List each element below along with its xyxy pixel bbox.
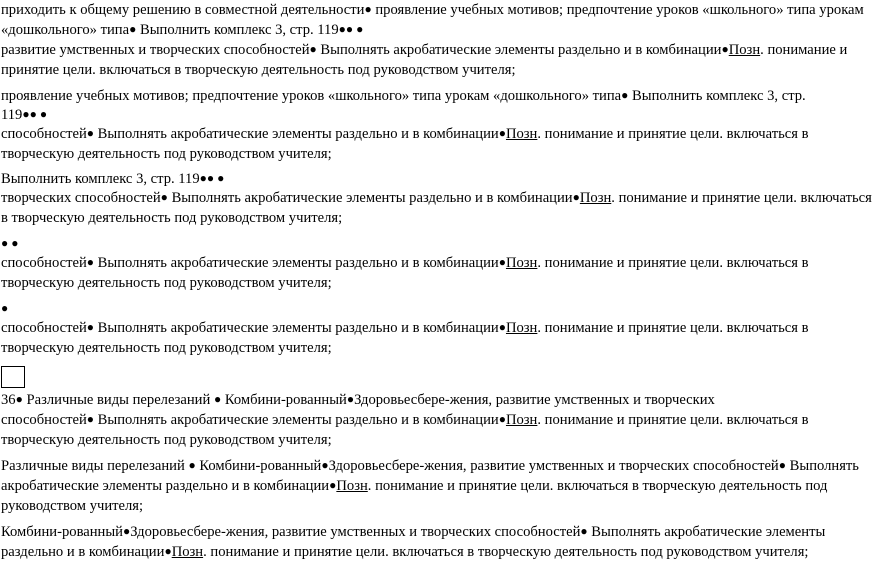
text-line: творческих способностей● Выполнять акробатические элементы раздельно и в комбинации●Позн. понимание и принятие цели. включаться [1,190,872,206]
text-line: Комбини-рованный●Здоровьесбере-жения, развитие умственных и творческих способностей● Выполнять акробатические элементы [1,524,826,540]
bullet-line: ● ● [1,236,19,250]
text-line: творческую деятельность под руководством учителя; [1,340,332,356]
text-line: творческую деятельность под руководством учителя; [1,146,332,162]
bullet-line: ● [1,301,9,315]
text-line: 36● Различные виды перелезаний ● Комбини-рованный●Здоровьесбере-жения, развитие умственных и творческих [1,392,715,408]
pozn-link[interactable]: Позн [505,126,538,142]
text-line: творческую деятельность под руководством учителя; [1,432,332,448]
text-line: развитие умственных и творческих способностей● Выполнять акробатические элементы раздельно и в комбинации●Позн. понимание и [1,42,848,58]
pozn-link[interactable]: Позн [505,255,538,271]
pozn-link[interactable]: Позн [728,42,761,58]
text-line: в творческую деятельность под руководством учителя; [1,210,343,226]
pozn-link[interactable]: Позн [505,320,538,336]
text-line: руководством учителя; [1,498,144,514]
text-line: творческую деятельность под руководством учителя; [1,275,332,291]
pozn-link[interactable]: Позн [336,478,368,494]
text-line: способностей● Выполнять акробатические элементы раздельно и в комбинации●Позн. понимание и принятие цели. включаться в [1,320,809,336]
text-line: способностей● Выполнять акробатические элементы раздельно и в комбинации●Позн. понимание и принятие цели. включаться в [1,126,809,142]
text-line: раздельно и в комбинации●Позн. понимание и принятие цели. включаться в творческую деятельность под руководством учителя; [1,544,809,560]
text-line: проявление учебных мотивов; предпочтение уроков «школьного» типа урокам «дошкольного» типа● Выполнить комплекс 3, стр. [1,88,806,104]
text-line: акробатические элементы раздельно и в комбинации●Позн. понимание и принятие цели. включаться в творческую деятельность под [1,478,828,494]
text-line: 119●● ● [1,107,48,123]
text-line: принятие цели. включаться в творческую деятельность под руководством учителя; [1,62,516,78]
text-line: Различные виды перелезаний ● Комбини-рованный●Здоровьесбере-жения, развитие умственных и творческих способностей● Выполнять [1,458,859,474]
text-line: способностей● Выполнять акробатические элементы раздельно и в комбинации●Позн. понимание и принятие цели. включаться в [1,255,809,271]
text-line: способностей● Выполнять акробатические элементы раздельно и в комбинации●Позн. понимание и принятие цели. включаться в [1,412,809,428]
pozn-link[interactable]: Позн [579,190,612,206]
text-line: приходить к общему решению в совместной деятельности● проявление учебных мотивов; предпочтение уроков «школьного» типа урокам [1,2,864,18]
pozn-link[interactable]: Позн [171,544,204,560]
pozn-link[interactable]: Позн [505,412,538,428]
table-cell-box [1,366,25,388]
text-line: «дошкольного» типа● Выполнить комплекс 3, стр. 119●● ● [1,22,364,38]
text-line: Выполнить комплекс 3, стр. 119●● ● [1,171,225,187]
